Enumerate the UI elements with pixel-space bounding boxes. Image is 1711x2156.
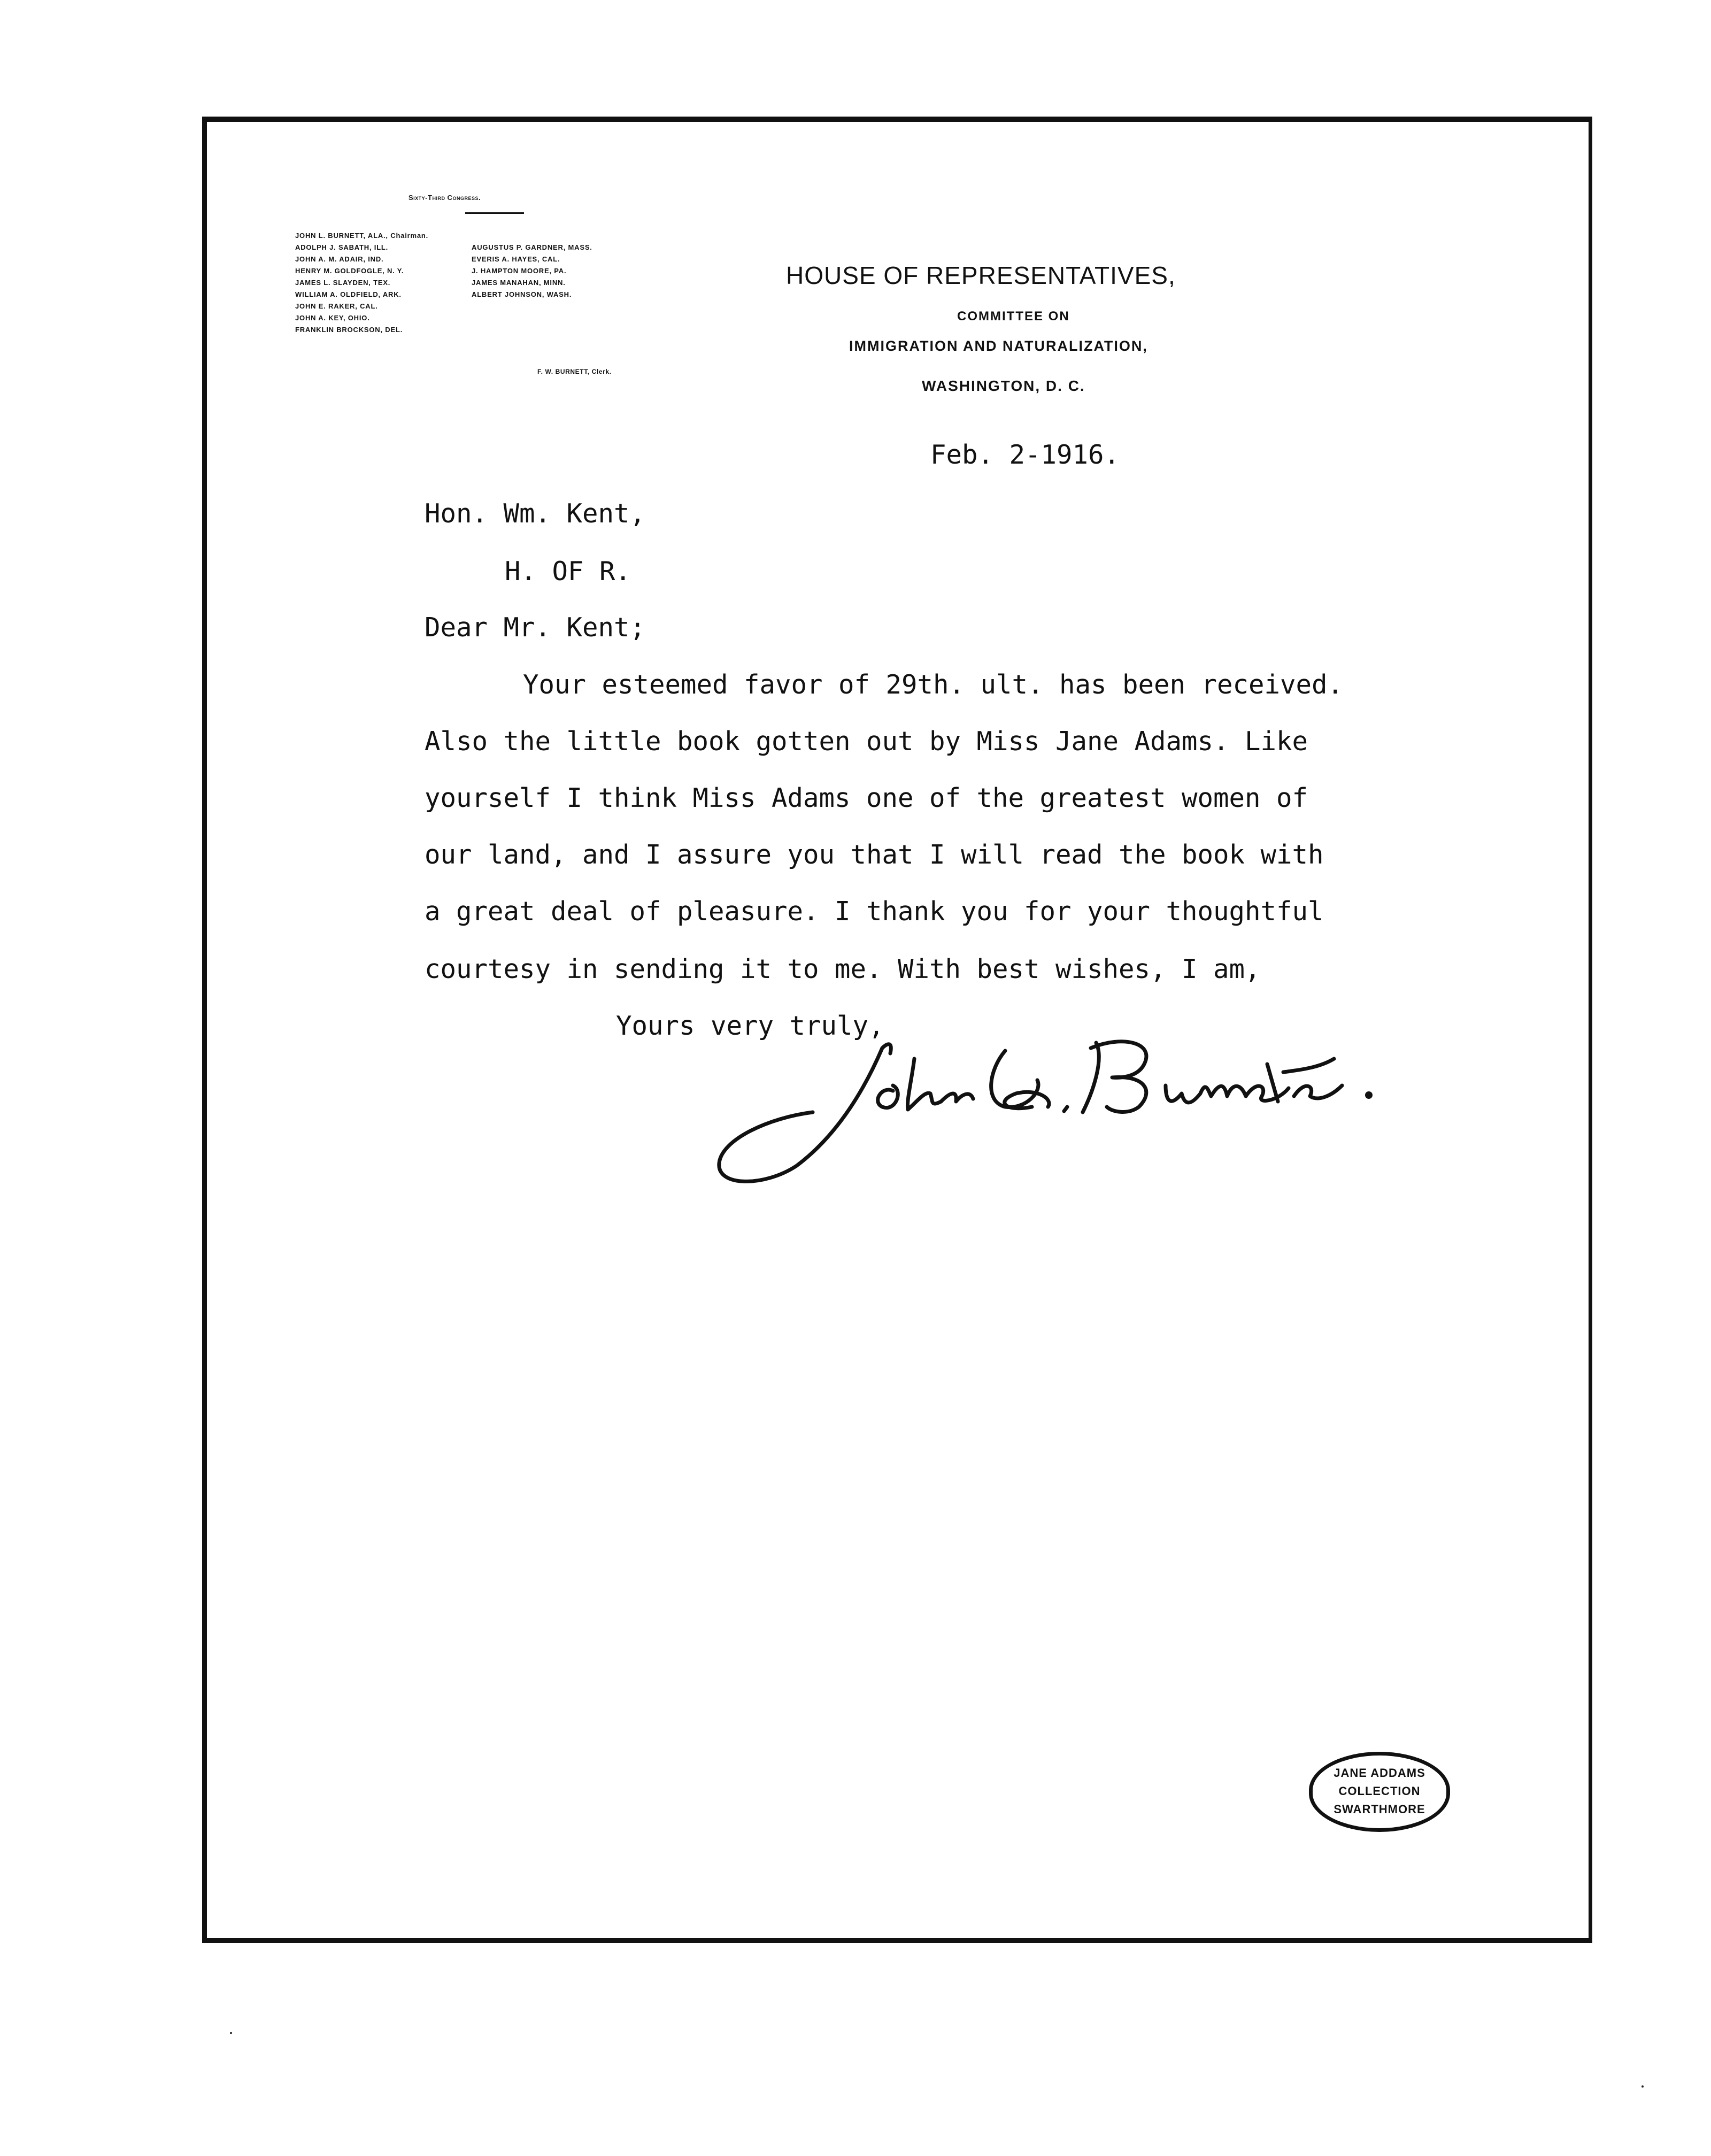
member-name: JOHN E. RAKER, CAL. <box>295 302 378 310</box>
scan-speck <box>230 2032 232 2034</box>
stamp-line: COLLECTION <box>1338 1784 1421 1798</box>
member-name: JOHN A. KEY, OHIO. <box>295 314 370 322</box>
city-line: WASHINGTON, D. C. <box>922 378 1085 394</box>
member-name: JAMES MANAHAN, MINN. <box>472 279 566 287</box>
member-name: JOHN A. M. ADAIR, IND. <box>295 255 384 263</box>
member-name: EVERIS A. HAYES, CAL. <box>472 255 560 263</box>
committee-name: IMMIGRATION AND NATURALIZATION, <box>849 338 1148 354</box>
body-line: Your esteemed favor of 29th. ult. has been received. <box>523 669 1344 700</box>
member-name: JOHN L. BURNETT, ALA., Chairman. <box>295 232 429 240</box>
scan-speck <box>1641 2085 1644 2088</box>
clerk-name: F. W. BURNETT, Clerk. <box>537 368 612 375</box>
congress-rule <box>465 212 524 214</box>
letter-date: Feb. 2-1916. <box>930 440 1120 470</box>
congress-heading: Sixty-Third Congress. <box>409 194 481 202</box>
member-name: J. HAMPTON MOORE, PA. <box>472 267 567 275</box>
body-line: Also the little book gotten out by Miss Jane Adams. Like <box>425 726 1308 757</box>
member-name: HENRY M. GOLDFOGLE, N. Y. <box>295 267 404 275</box>
stamp-line: SWARTHMORE <box>1334 1803 1425 1816</box>
member-name: FRANKLIN BROCKSON, DEL. <box>295 326 403 334</box>
salutation: Dear Mr. Kent; <box>425 612 646 643</box>
collection-stamp <box>1309 1752 1450 1832</box>
body-line: yourself I think Miss Adams one of the greatest women of <box>425 783 1308 813</box>
body-line: our land, and I assure you that I will read the book with <box>425 840 1324 870</box>
body-line: courtesy in sending it to me. With best wishes, I am, <box>425 954 1261 984</box>
committee-label: COMMITTEE ON <box>957 309 1070 324</box>
body-line: a great deal of pleasure. I thank you for your thoughtful <box>425 896 1324 927</box>
stamp-line: JANE ADDAMS <box>1334 1766 1425 1780</box>
handwritten-signature <box>706 1027 1401 1198</box>
member-name: JAMES L. SLAYDEN, TEX. <box>295 279 391 287</box>
committee-roster-left <box>295 230 428 336</box>
member-name: WILLIAM A. OLDFIELD, ARK. <box>295 290 402 298</box>
house-title: HOUSE OF REPRESENTATIVES, <box>786 261 1176 289</box>
member-name: AUGUSTUS P. GARDNER, MASS. <box>472 243 592 251</box>
member-name: ALBERT JOHNSON, WASH. <box>472 290 572 298</box>
address-line: H. OF R. <box>505 556 631 587</box>
addressee: Hon. Wm. Kent, <box>425 498 646 529</box>
committee-roster-right <box>472 242 592 301</box>
member-name: ADOLPH J. SABATH, ILL. <box>295 243 389 251</box>
closing: Yours very truly, <box>616 1011 884 1041</box>
